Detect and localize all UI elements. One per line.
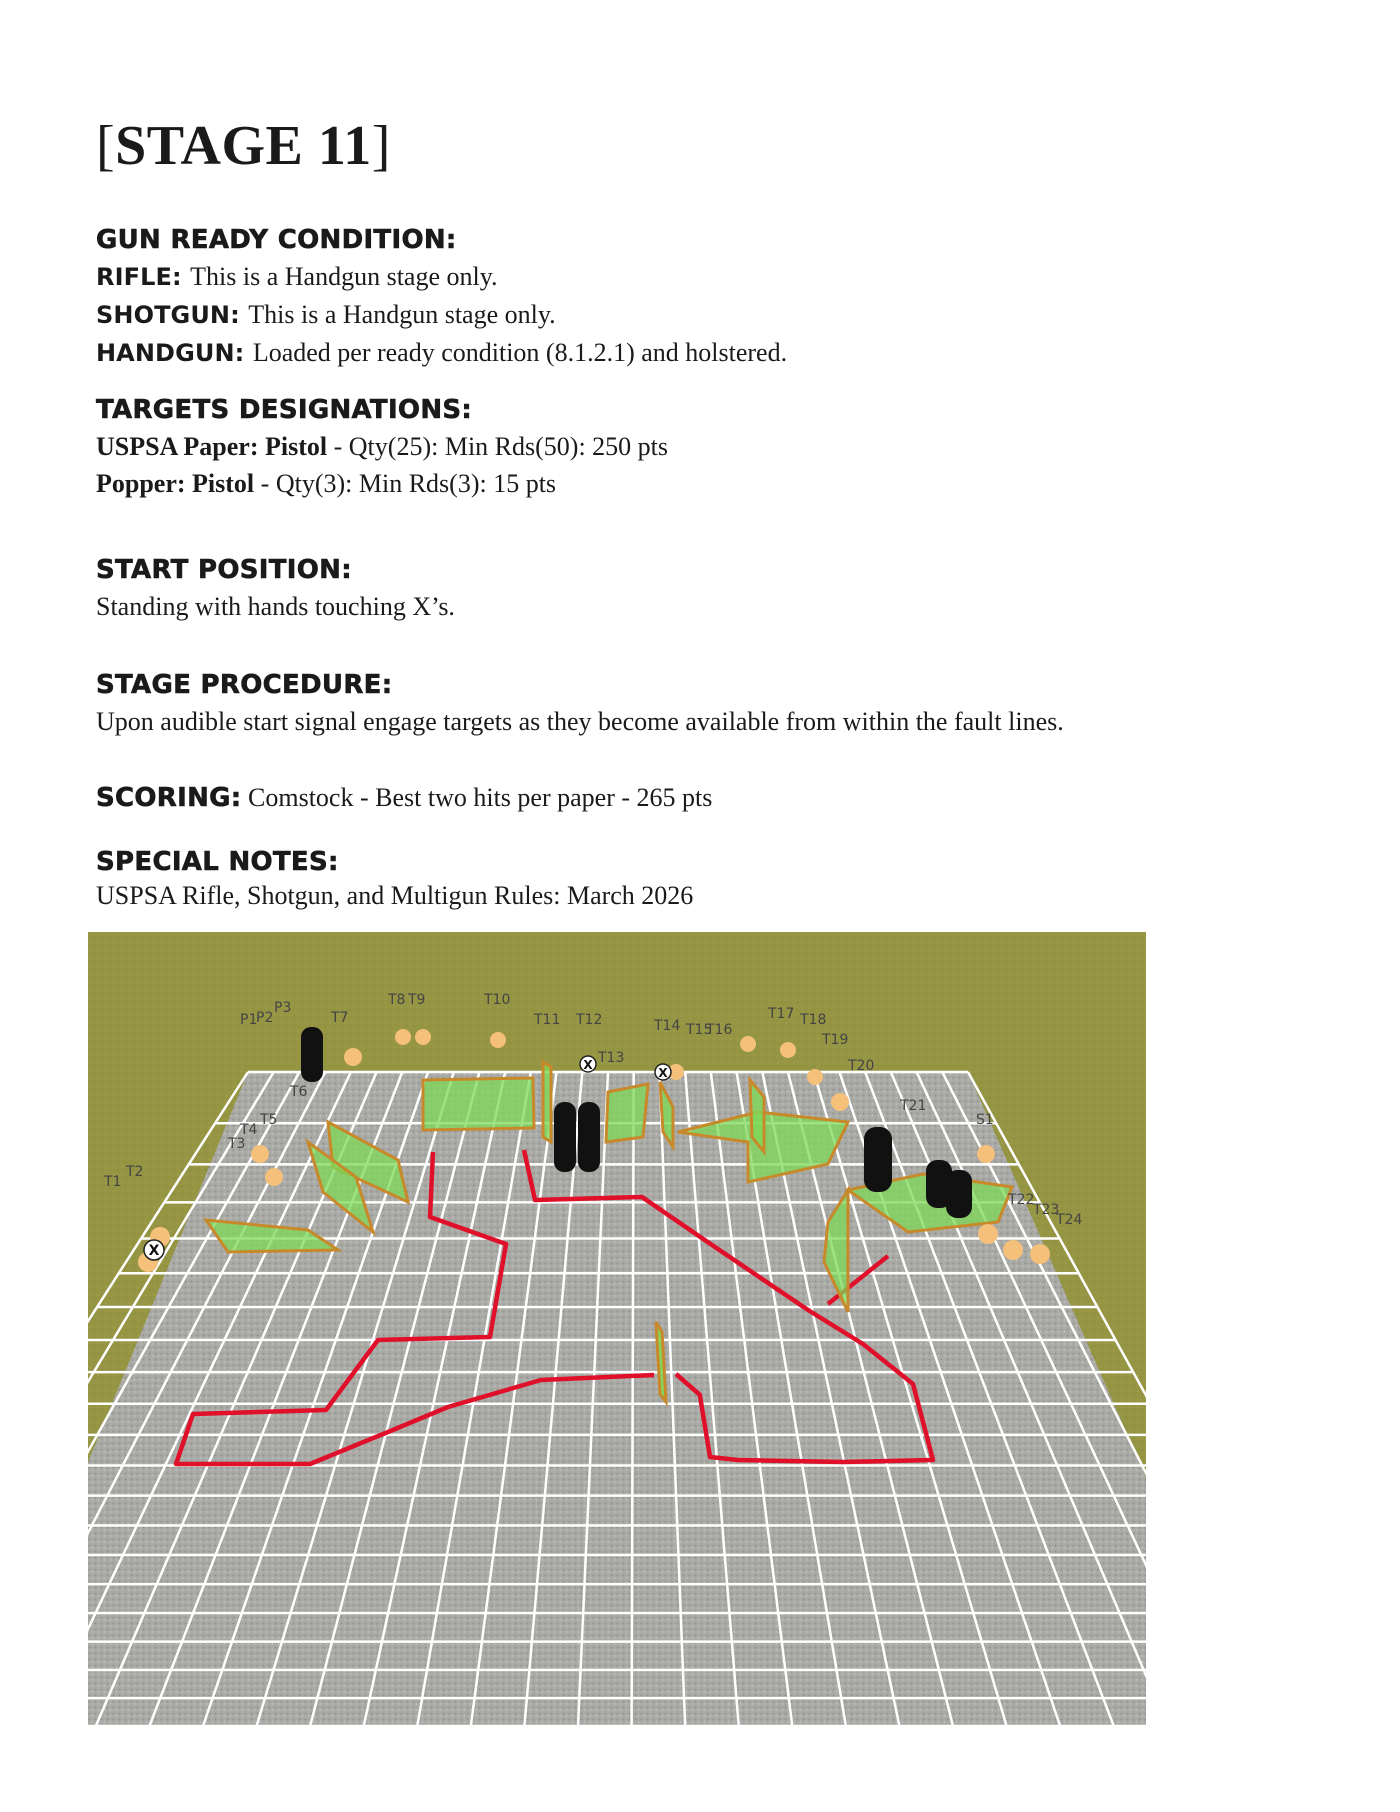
notes-heading: SPECIAL NOTES: [96, 847, 339, 877]
label-t9: T9 [408, 992, 426, 1008]
bracket-open: [ [96, 115, 116, 177]
label-t2: T2 [126, 1164, 144, 1180]
stage-title-text: STAGE 11 [115, 115, 372, 177]
handgun-line: HANDGUN: Loaded per ready condition (8.1.2.1) and holstered. [96, 338, 788, 367]
handgun-text: Loaded per ready condition (8.1.2.1) and holstered. [252, 338, 788, 367]
label-t23: T23 [1033, 1202, 1060, 1218]
label-t13: T13 [598, 1050, 625, 1066]
label-t4: T4 [240, 1122, 258, 1138]
target-item: Popper: Pistol - Qty(3): Min Rds(3): 15 pts [96, 469, 557, 498]
target-item: USPSA Paper: Pistol - Qty(25): Min Rds(50): 250 pts [96, 432, 669, 461]
target [490, 1032, 506, 1048]
handgun-label: HANDGUN [96, 339, 235, 367]
target [780, 1042, 796, 1058]
stage-title [96, 115, 391, 177]
gun-ready-section [96, 222, 787, 372]
rifle-label: RIFLE [96, 263, 172, 291]
start-position-section [96, 552, 455, 625]
stage-diagram-svg [88, 932, 1146, 1726]
bracket-close: ] [371, 115, 391, 177]
barrel [554, 1102, 576, 1172]
shotgun-text: This is a Handgun stage only. [248, 300, 556, 329]
target [1030, 1244, 1050, 1264]
stage-diagram [88, 932, 1146, 1726]
start-position-heading: START POSITION: [96, 555, 352, 585]
target [265, 1168, 283, 1186]
barrel [946, 1170, 972, 1218]
gun-ready-heading: GUN READY CONDITION: [96, 225, 457, 255]
procedure-text: Upon audible start signal engage targets as they become available from within the fault lines. [96, 707, 1064, 736]
label-t8: T8 [388, 992, 406, 1008]
label-t14: T14 [654, 1018, 681, 1034]
label-s1: S1 [976, 1112, 994, 1128]
target [415, 1029, 431, 1045]
label-t22: T22 [1008, 1192, 1035, 1208]
label-p2: P2 [256, 1010, 274, 1026]
rifle-line: RIFLE: This is a Handgun stage only. [96, 262, 498, 291]
label-t12: T12 [576, 1012, 603, 1028]
scoring-text: Comstock - Best two hits per paper - 265 pts [248, 783, 713, 812]
label-t24: T24 [1056, 1212, 1083, 1228]
label-p1: P1 [240, 1012, 258, 1028]
label-t21: T21 [900, 1098, 927, 1114]
rifle-text: This is a Handgun stage only. [190, 262, 498, 291]
label-t6: T6 [290, 1084, 308, 1100]
start-mark-label: X [583, 1058, 593, 1072]
barrel [864, 1127, 892, 1192]
barrel [578, 1102, 600, 1172]
target-detail: Qty(25): Min Rds(50): 250 pts [348, 432, 669, 461]
label-t17: T17 [768, 1006, 795, 1022]
scoring-heading: SCORING: [96, 783, 242, 813]
scoring-section [96, 779, 712, 816]
start-mark-label: X [148, 1243, 160, 1259]
target [395, 1029, 411, 1045]
targets-section [96, 392, 668, 502]
target [1003, 1240, 1023, 1260]
target [978, 1224, 998, 1244]
target [344, 1048, 362, 1066]
label-t1: T1 [104, 1174, 122, 1190]
label-p3: P3 [274, 1000, 292, 1016]
label-t16: T16 [706, 1022, 733, 1038]
start-mark-label: X [658, 1066, 668, 1080]
barrel [301, 1027, 323, 1082]
wall-panel [543, 1062, 551, 1142]
target [977, 1145, 995, 1163]
label-t19: T19 [822, 1032, 849, 1048]
target-name: USPSA Paper: Pistol [96, 432, 328, 461]
target-name: Popper: Pistol [96, 469, 255, 498]
label-t10: T10 [484, 992, 511, 1008]
label-t3: T3 [228, 1136, 246, 1152]
label-t20: T20 [848, 1058, 875, 1074]
range-floor [88, 1072, 1146, 1726]
shotgun-label: SHOTGUN [96, 301, 231, 329]
label-t15: T15 [686, 1022, 713, 1038]
label-t18: T18 [800, 1012, 827, 1028]
label-t11: T11 [534, 1012, 561, 1028]
wall-panel [423, 1078, 534, 1130]
targets-heading: TARGETS DESIGNATIONS: [96, 395, 473, 425]
label-t7: T7 [331, 1010, 349, 1026]
target [251, 1145, 269, 1163]
procedure-section [96, 667, 1064, 740]
notes-text: USPSA Rifle, Shotgun, and Multigun Rules: March 2026 [96, 881, 694, 910]
wall-panel [606, 1084, 648, 1142]
target-detail: Qty(3): Min Rds(3): 15 pts [275, 469, 557, 498]
shotgun-line: SHOTGUN: This is a Handgun stage only. [96, 300, 556, 329]
target [807, 1069, 823, 1085]
target [740, 1036, 756, 1052]
start-position-text: Standing with hands touching X’s. [96, 592, 455, 621]
target [831, 1093, 849, 1111]
label-t5: T5 [260, 1112, 278, 1128]
notes-section [96, 844, 693, 912]
procedure-heading: STAGE PROCEDURE: [96, 670, 393, 700]
